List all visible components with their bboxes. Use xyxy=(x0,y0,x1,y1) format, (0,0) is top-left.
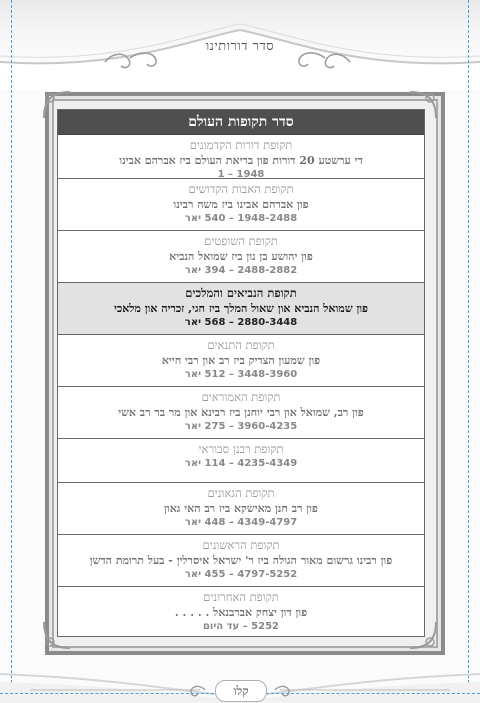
period-row xyxy=(58,387,424,439)
period-name: תקופת האבות הקדושים xyxy=(188,182,294,196)
table-title: סדר תקופות העולם xyxy=(58,110,424,135)
period-span: פון יהושע בן נון ביז שמואל הנביא xyxy=(169,250,313,263)
trim-line-left xyxy=(11,0,12,703)
period-name: תקופת הנביאים והמלכים xyxy=(185,286,297,300)
period-years: 5252 – עד היום xyxy=(202,621,280,632)
period-row xyxy=(58,179,424,231)
period-span: פון אברהם אבינו ביז משה רבינו xyxy=(173,198,309,211)
period-name: תקופת דורות הקדמונים xyxy=(189,138,293,152)
period-span: פון רב, שמואל און רבי יוחנן ביז רבינא און מר בר רב אשי xyxy=(118,406,364,419)
period-years: 4349-4797 – 448 יאר xyxy=(184,517,298,528)
period-name: תקופת האמוראים xyxy=(201,390,281,404)
period-years: 2488-2882 – 394 יאר xyxy=(184,265,298,276)
period-name: תקופת הגאונים xyxy=(207,486,275,500)
periods-rows xyxy=(58,135,424,639)
period-years: 1948 – 1 xyxy=(217,169,265,180)
period-span: פון רב חנן מאישקא ביז רב האי גאון xyxy=(164,502,318,515)
period-years: 2880-3448 – 568 יאר xyxy=(184,317,298,328)
period-span: די ערשטע 20 דורות פון בריאת העולם ביז אברהם אבינו xyxy=(119,154,363,167)
period-row xyxy=(58,135,424,179)
period-span: פון שמואל הנביא און שאול המלך ביז חגי, זכריה און מלאכי xyxy=(113,302,369,315)
period-row xyxy=(58,231,424,283)
period-name: תקופת האחרונים xyxy=(203,590,279,604)
period-name: תקופת רבנן סבוראי xyxy=(198,442,284,456)
period-row xyxy=(58,439,424,483)
period-name: תקופת השופטים xyxy=(204,234,278,248)
header-banner xyxy=(0,0,480,90)
page-number: קלו xyxy=(215,680,267,702)
period-years: 3448-3960 – 512 יאר xyxy=(184,369,298,380)
period-row xyxy=(58,283,424,335)
period-name: תקופת התנאים xyxy=(207,338,275,352)
period-years: 4235-4349 – 114 יאר xyxy=(184,458,298,469)
trim-line-right xyxy=(468,0,469,703)
period-span: פון שמעון הצדיק ביז רב און רבי חייא xyxy=(161,354,321,367)
period-span: פון רבינו גרשום מאור הגולה ביז ר' ישראל איסרלין - בעל תרומת הדשן xyxy=(89,554,393,567)
period-span: פון דון יצחק אברבנאל . . . . . xyxy=(174,606,308,619)
periods-table xyxy=(57,109,425,637)
period-name: תקופת הראשונים xyxy=(202,538,280,552)
period-years: 1948-2488 – 540 יאר xyxy=(184,213,298,224)
period-row xyxy=(58,535,424,587)
running-title: סדר דורותינו xyxy=(205,39,275,54)
period-row xyxy=(58,483,424,535)
period-row xyxy=(58,587,424,639)
period-years: 4797-5252 – 455 יאר xyxy=(184,569,298,580)
period-row xyxy=(58,335,424,387)
period-years: 3960-4235 – 275 יאר xyxy=(184,421,298,432)
